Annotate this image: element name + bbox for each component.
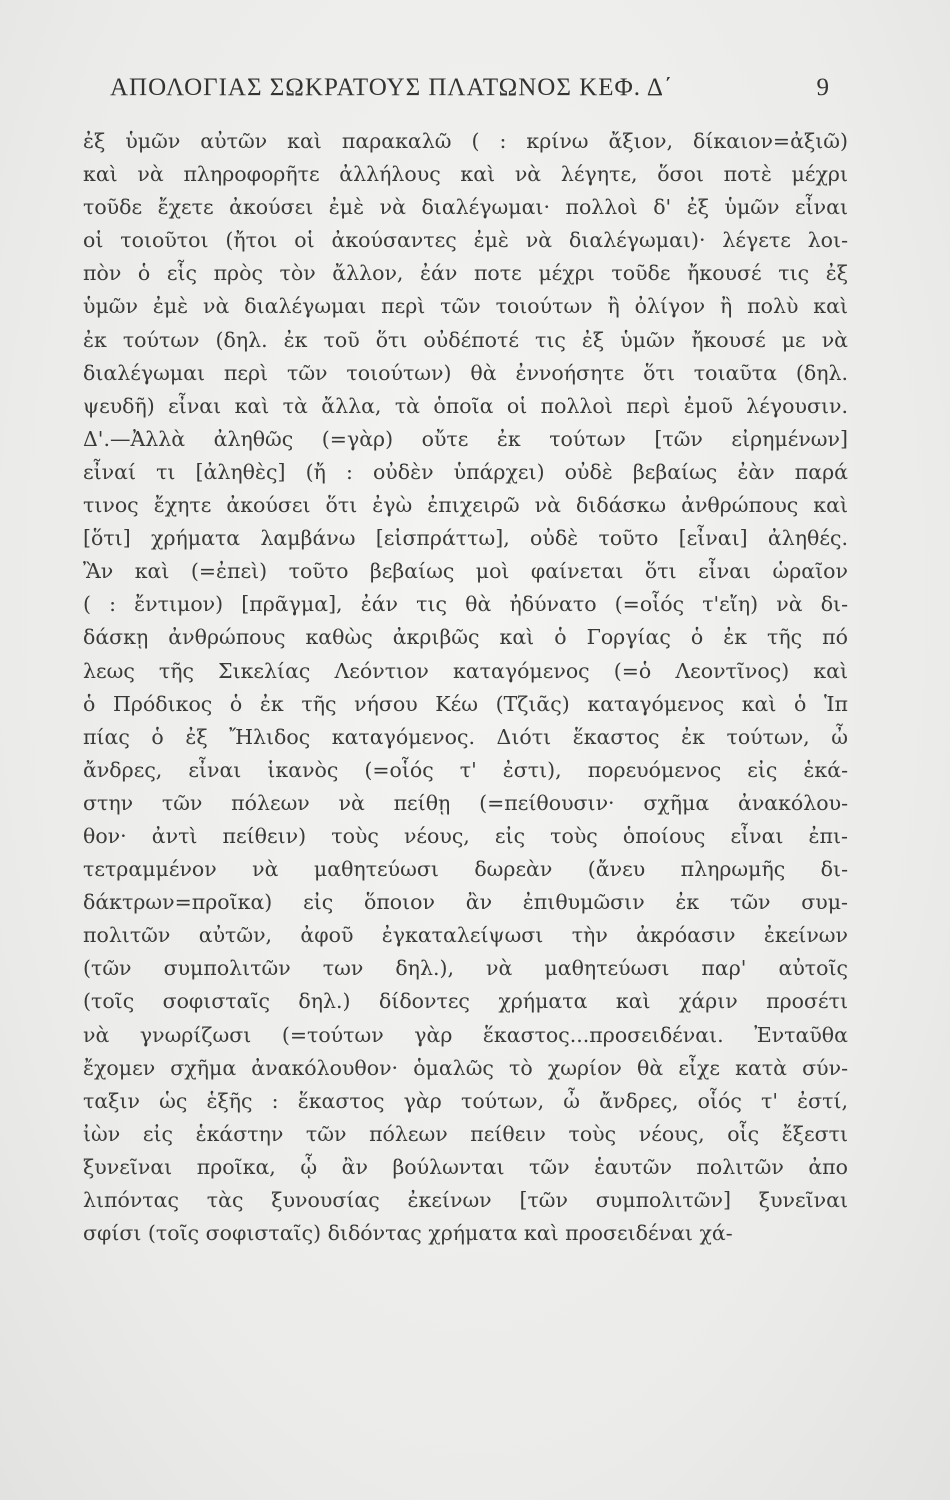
text-line: θον· ἀντὶ πείθειν) τοὺς νέους, εἰς τοὺς ὁποίους εἶναι ἐπι- xyxy=(83,823,848,848)
text-line: ἰὼν εἰς ἑκάστην τῶν πόλεων πείθειν τοὺς νέους, οἷς ἔξεστι xyxy=(83,1121,848,1146)
text-line: δάσκῃ ἀνθρώπους καθὼς ἀκριβῶς καὶ ὁ Γοργίας ὁ ἐκ τῆς πό xyxy=(83,625,848,650)
text-line: (τοῖς σοφισταῖς δηλ.) δίδοντες χρήματα καὶ χάριν προσέτι xyxy=(83,989,848,1014)
text-line: ἐκ τούτων (δηλ. ἐκ τοῦ ὅτι οὐδέποτέ τις ἐξ ὑμῶν ἤκουσέ με νὰ xyxy=(83,327,848,352)
text-line: [ὅτι] χρήματα λαμβάνω [εἰσπράττω], οὐδὲ τοῦτο [εἶναι] ἀληθές. xyxy=(83,526,848,551)
text-line: τοῦδε ἔχετε ἀκούσει ἐμὲ νὰ διαλέγωμαι· πολλοὶ δ' ἐξ ὑμῶν εἶναι xyxy=(83,195,848,220)
text-line: στην τῶν πόλεων νὰ πείθῃ (=πείθουσιν· σχῆμα ἀνακόλου- xyxy=(83,790,848,815)
text-line: πολιτῶν αὐτῶν, ἀφοῦ ἐγκαταλείψωσι τὴν ἀκρόασιν ἐκείνων xyxy=(83,923,848,948)
text-line: τινος ἔχητε ἀκούσει ὅτι ἐγὼ ἐπιχειρῶ νὰ διδάσκω ἀνθρώπους καὶ xyxy=(83,493,848,518)
text-line: (τῶν συμπολιτῶν των δηλ.), νὰ μαθητεύωσι παρ' αὐτοῖς xyxy=(83,956,848,981)
text-line: τετραμμένον νὰ μαθητεύωσι δωρεὰν (ἄνευ πληρωμῆς δι- xyxy=(83,857,848,882)
text-line: ἔχομεν σχῆμα ἀνακόλουθον· ὁμαλῶς τὸ χωρίον θὰ εἶχε κατὰ σύν- xyxy=(83,1055,848,1080)
text-line: ταξιν ὡς ἑξῆς : ἕκαστος γὰρ τούτων, ὦ ἄνδρες, οἷός τ' ἐστί, xyxy=(83,1088,848,1113)
body-text xyxy=(83,125,848,1250)
text-line: διαλέγωμαι περὶ τῶν τοιούτων) θὰ ἐννοήσητε ὅτι τοιαῦτα (δηλ. xyxy=(83,360,848,385)
text-line: εἶναί τι [ἀληθὲς] (ἤ : οὐδὲν ὑπάρχει) οὐδὲ βεβαίως ἐὰν παρά xyxy=(83,459,848,484)
text-line: πίας ὁ ἐξ Ἤλιδος καταγόμενος. Διότι ἕκαστος ἐκ τούτων, ὦ xyxy=(83,724,848,749)
text-line: νὰ γνωρίζωσι (=τούτων γὰρ ἕκαστος...προσειδέναι. Ἐνταῦθα xyxy=(83,1022,848,1047)
text-line: λεως τῆς Σικελίας Λεόντιον καταγόμενος (=ὁ Λεοντῖνος) καὶ xyxy=(83,658,848,683)
page-number: 9 xyxy=(816,74,830,101)
text-line: δάκτρων=προῖκα) εἰς ὅποιον ἂν ἐπιθυμῶσιν ἐκ τῶν συμ- xyxy=(83,890,848,915)
text-line: ὁ Πρόδικος ὁ ἐκ τῆς νήσου Κέω (Τζιᾶς) καταγόμενος καὶ ὁ Ἱπ xyxy=(83,691,848,716)
text-line: ( : ἔντιμον) [πρᾶγμα], ἐάν τις θὰ ἠδύνατο (=οἷός τ'εἴη) νὰ δι- xyxy=(83,592,848,617)
text-line: λιπόντας τὰς ξυνουσίας ἐκείνων [τῶν συμπολιτῶν] ξυνεῖναι xyxy=(83,1188,848,1212)
text-line: ψευδῆ) εἶναι καὶ τὰ ἄλλα, τὰ ὁποῖα οἱ πολλοὶ περὶ ἐμοῦ λέγουσιν. xyxy=(83,393,848,418)
text-line: Ἂν καὶ (=ἐπεὶ) τοῦτο βεβαίως μοὶ φαίνεται ὅτι εἶναι ὡραῖον xyxy=(83,559,848,584)
text-line: ξυνεῖναι προῖκα, ᾧ ἂν βούλωνται τῶν ἑαυτῶν πολιτῶν ἀπο xyxy=(83,1154,848,1179)
text-line: καὶ νὰ πληροφορῆτε ἀλλήλους καὶ νὰ λέγητε, ὅσοι ποτὲ μέχρι xyxy=(83,162,848,187)
text-line: οἱ τοιοῦτοι (ἤτοι οἱ ἀκούσαντες ἐμὲ νὰ διαλέγωμαι)· λέγετε λοι- xyxy=(83,228,848,253)
running-header-title: ΑΠΟΛΟΓΙΑΣ ΣΩΚΡΑΤΟΥΣ ΠΛΑΤΩΝΟΣ ΚΕΦ. Δ΄ xyxy=(110,74,674,101)
text-line: Δ'.—Ἀλλὰ ἀληθῶς (=γὰρ) οὔτε ἐκ τούτων [τῶν εἰρημένων] xyxy=(83,426,848,451)
text-line: σφίσι (τοῖς σοφισταῖς) διδόντας χρήματα καὶ προσειδέναι χά- xyxy=(83,1221,733,1246)
text-line: ἐξ ὑμῶν αὐτῶν καὶ παρακαλῶ ( : κρίνω ἄξιον, δίκαιον=ἀξιῶ) xyxy=(83,129,848,153)
running-header xyxy=(110,74,830,102)
text-line: πὸν ὁ εἷς πρὸς τὸν ἄλλον, ἐάν ποτε μέχρι τοῦδε ἤκουσέ τις ἐξ xyxy=(83,261,848,286)
text-line: ὑμῶν ἐμὲ νὰ διαλέγωμαι περὶ τῶν τοιούτων ἢ ὀλίγον ἢ πολὺ καὶ xyxy=(83,294,848,319)
text-line: ἄνδρες, εἶναι ἱκανὸς (=οἷός τ' ἐστι), πορευόμενος εἰς ἑκά- xyxy=(83,757,848,782)
